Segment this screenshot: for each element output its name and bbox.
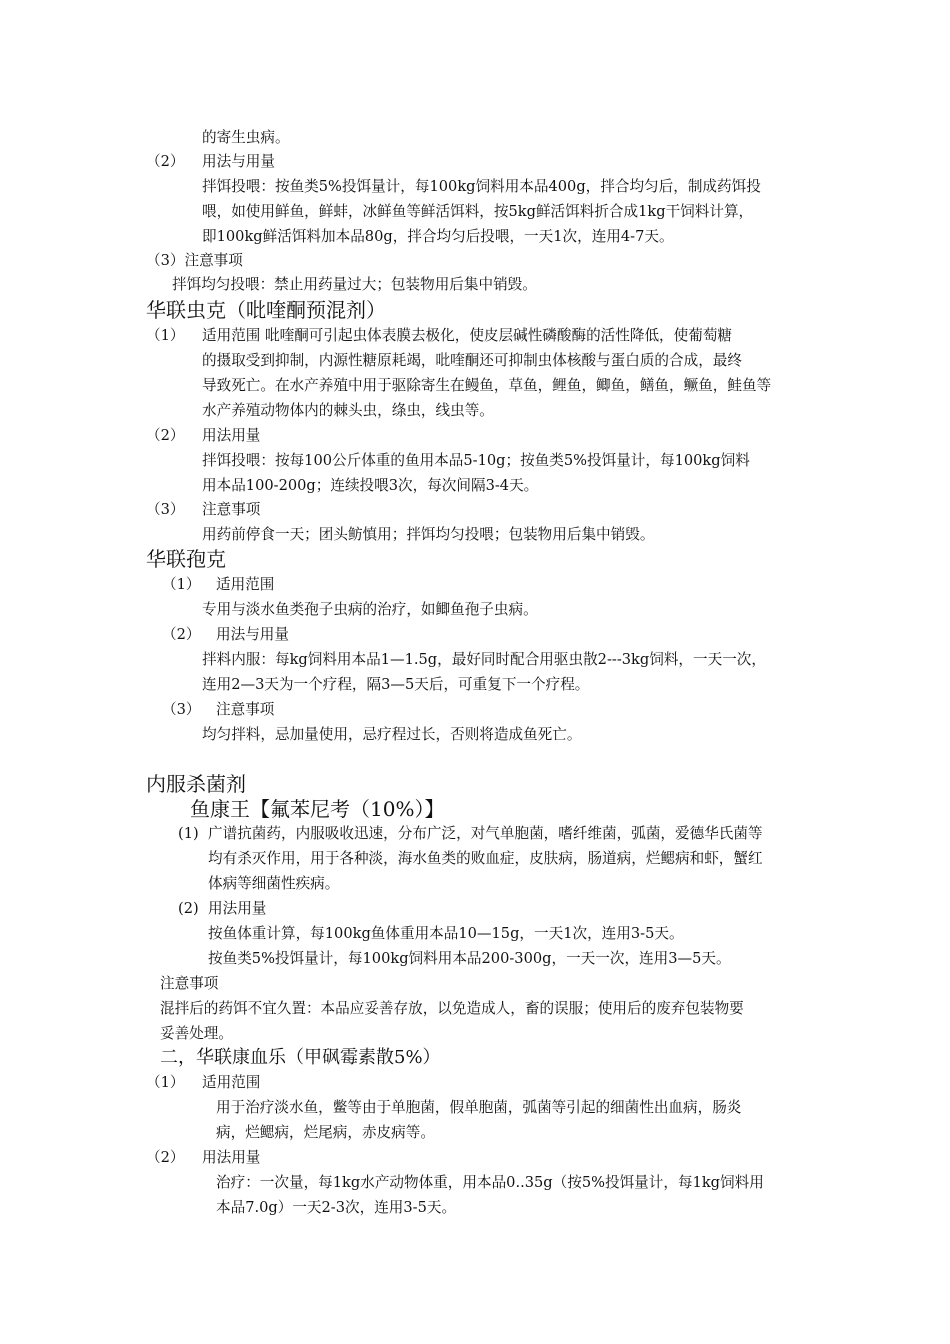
- item-number: （1）: [162, 576, 201, 593]
- text-line: 用于治疗淡水鱼，鳖等由于单胞菌，假单胞菌，弧菌等引起的细菌性出血病，肠炎: [216, 1099, 742, 1116]
- text-line: 混拌后的药饵不宜久置：本品应妥善存放，以免造成人，畜的误服；使用后的废弃包装物要: [160, 1000, 744, 1017]
- item-label: 用法用量: [202, 1149, 261, 1166]
- text-line: 用本品100-200g；连续投喂3次，每次间隔3-4天。: [202, 477, 539, 494]
- section-heading: 华联孢克: [146, 547, 226, 571]
- text-line: 本品7.0g）一天2-3次，连用3-5天。: [216, 1199, 457, 1216]
- item-label: 用法与用量: [202, 153, 275, 170]
- text-line: 拌饵投喂：按每100公斤体重的鱼用本品5-10g；按鱼类5%投饵量计，每100kg饲料: [202, 452, 750, 469]
- text-line: 用药前停食一天；团头鲂慎用；拌饵均匀投喂；包装物用后集中销毁。: [202, 526, 655, 543]
- product-heading: 鱼康王【氟苯尼考（10%）】: [190, 797, 445, 821]
- text-line: 导致死亡。在水产养殖中用于驱除寄生在鳗鱼，草鱼，鲤鱼，鲫鱼，鳝鱼，鳜鱼，鲑鱼等: [202, 377, 772, 394]
- item-number: （3）: [146, 501, 185, 518]
- item-number: (2): [178, 900, 199, 917]
- item-number: （2）: [162, 626, 201, 643]
- section-heading: 内服杀菌剂: [146, 772, 246, 796]
- text-line: （3）注意事项: [146, 252, 243, 269]
- text-line: 连用2—3天为一个疗程，隔3—5天后，可重复下一个疗程。: [202, 676, 590, 693]
- item-number: （1）: [146, 327, 185, 344]
- text-line: 拌料内服：每kg饲料用本品1—1.5g，最好同时配合用驱虫散2---3kg饲料，一天一次，: [202, 651, 766, 668]
- text-line: 均匀拌料，忌加量使用，忌疗程过长，否则将造成鱼死亡。: [202, 726, 582, 743]
- item-label: 适用范围 吡喹酮可引起虫体表膜去极化，使皮层碱性磷酸酶的活性降低，使葡萄糖: [202, 327, 733, 344]
- text-line: 按鱼类5%投饵量计，每100kg饲料用本品200-300g，一天一次，连用3—5天。: [208, 950, 731, 967]
- item-number: （2）: [146, 1149, 185, 1166]
- item-number: （2）: [146, 153, 185, 170]
- text-line: 病，烂鳃病，烂尾病，赤皮病等。: [216, 1124, 435, 1141]
- text-line: 按鱼体重计算，每100kg鱼体重用本品10—15g，一天1次，连用3-5天。: [208, 925, 684, 942]
- item-label: 适用范围: [216, 576, 275, 593]
- item-label: 注意事项: [216, 701, 275, 718]
- item-number: （1）: [146, 1074, 185, 1091]
- text-line: 治疗：一次量，每1kg水产动物体重，用本品0..35g（按5%投饵量计，每1kg饲料用: [216, 1174, 764, 1191]
- text-line: 均有杀灭作用，用于各种淡，海水鱼类的败血症，皮肤病，肠道病，烂鳃病和虾，蟹红: [208, 850, 763, 867]
- item-label: 用法用量: [202, 427, 261, 444]
- item-label: 适用范围: [202, 1074, 261, 1091]
- text-line: 的寄生虫病。: [202, 129, 290, 146]
- text-line: 喂，如使用鲜鱼，鲜蚌，冰鲜鱼等鲜活饵料，按5kg鲜活饵料折合成1kg干饲料计算，: [202, 203, 754, 220]
- text-line: 拌饵均匀投喂：禁止用药量过大；包装物用后集中销毁。: [172, 276, 537, 293]
- section-heading: 华联虫克（吡喹酮预混剂）: [146, 298, 386, 322]
- item-number: （2）: [146, 427, 185, 444]
- text-line: 即100kg鲜活饵料加本品80g，拌合均匀后投喂，一天1次，连用4-7天。: [202, 228, 674, 245]
- item-label: 注意事项: [202, 501, 261, 518]
- item-number: (1): [178, 825, 199, 842]
- text-line: 水产养殖动物体内的棘头虫，绦虫，线虫等。: [202, 402, 494, 419]
- text-line: 妥善处理。: [160, 1025, 233, 1042]
- text-line: 注意事项: [160, 975, 219, 992]
- item-label: 广谱抗菌药，内服吸收迅速，分布广泛，对气单胞菌，嗜纤维菌，弧菌，爱德华氏菌等: [208, 825, 763, 842]
- item-label: 用法用量: [208, 900, 267, 917]
- text-line: 的摄取受到抑制，内源性糖原耗竭，吡喹酮还可抑制虫体核酸与蛋白质的合成，最终: [202, 352, 742, 369]
- item-label: 用法与用量: [216, 626, 289, 643]
- text-line: 拌饵投喂：按鱼类5%投饵量计，每100kg饲料用本品400g，拌合均匀后，制成药饵投: [202, 178, 761, 195]
- text-line: 体病等细菌性疾病。: [208, 875, 340, 892]
- item-number: （3）: [162, 701, 201, 718]
- text-line: 专用与淡水鱼类孢子虫病的治疗，如鲫鱼孢子虫病。: [202, 601, 538, 618]
- section-heading: 二，华联康血乐（甲砜霉素散5%）: [160, 1047, 441, 1068]
